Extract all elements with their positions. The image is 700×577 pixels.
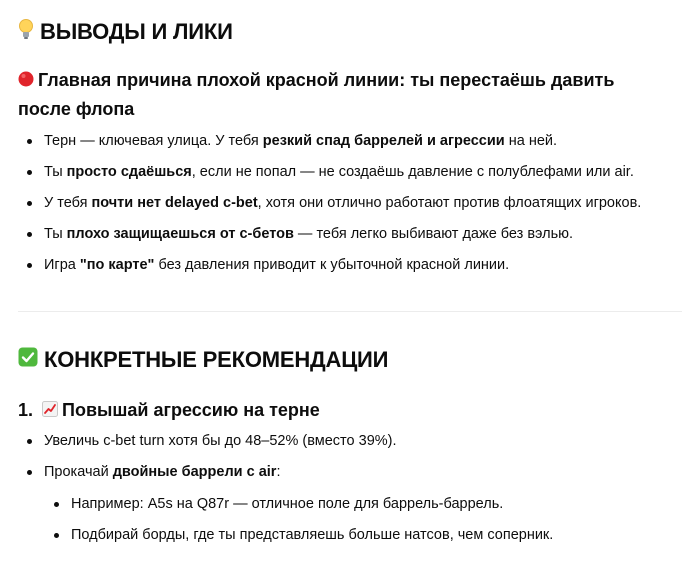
section-divider xyxy=(18,311,682,312)
section-title-text: КОНКРЕТНЫЕ РЕКОМЕНДАЦИИ xyxy=(44,347,389,372)
sub-list-item: Например: A5s на Q87r — отличное поле для баррель-баррель. xyxy=(71,496,504,512)
lightbulb-icon xyxy=(18,18,34,46)
sub-list-item: Подбирай борды, где ты представляешь больше натсов, чем соперник. xyxy=(71,527,554,543)
list-item: Прокачай двойные баррели с air: xyxy=(44,464,281,480)
list-item: Ты плохо защищаешься от c-бетов — тебя легко выбивают даже без вэлью. xyxy=(44,226,574,242)
recommendation-heading xyxy=(18,396,658,425)
chart-increasing-icon xyxy=(42,397,58,425)
list-item: Терн — ключевая улица. У тебя резкий спад баррелей и агрессии на ней. xyxy=(44,133,558,149)
main-reason-text: Главная причина плохой красной линии: ты перестаёшь давить после флопа xyxy=(18,70,615,120)
list-item: Увеличь c-bet turn хотя бы до 48–52% (вместо 39%). xyxy=(44,433,397,449)
recommendation-title: Повышай агрессию на терне xyxy=(62,400,320,420)
main-reason-heading xyxy=(18,66,658,123)
check-mark-icon xyxy=(18,347,38,373)
list-item: Ты просто сдаёшься, если не попал — не создаёшь давление с полублефами или air. xyxy=(44,164,634,180)
list-item: Игра "по карте" без давления приводит к убыточной красной линии. xyxy=(44,257,510,273)
item-number: 1. xyxy=(18,400,34,420)
red-circle-icon xyxy=(18,67,34,95)
section-title-recommendations xyxy=(18,347,388,373)
section-title-conclusions xyxy=(18,18,233,46)
list-item: У тебя почти нет delayed c-bet, хотя они отлично работают против флоатящих игроков. xyxy=(44,195,642,211)
section-title-text: ВЫВОДЫ И ЛИКИ xyxy=(40,19,233,44)
